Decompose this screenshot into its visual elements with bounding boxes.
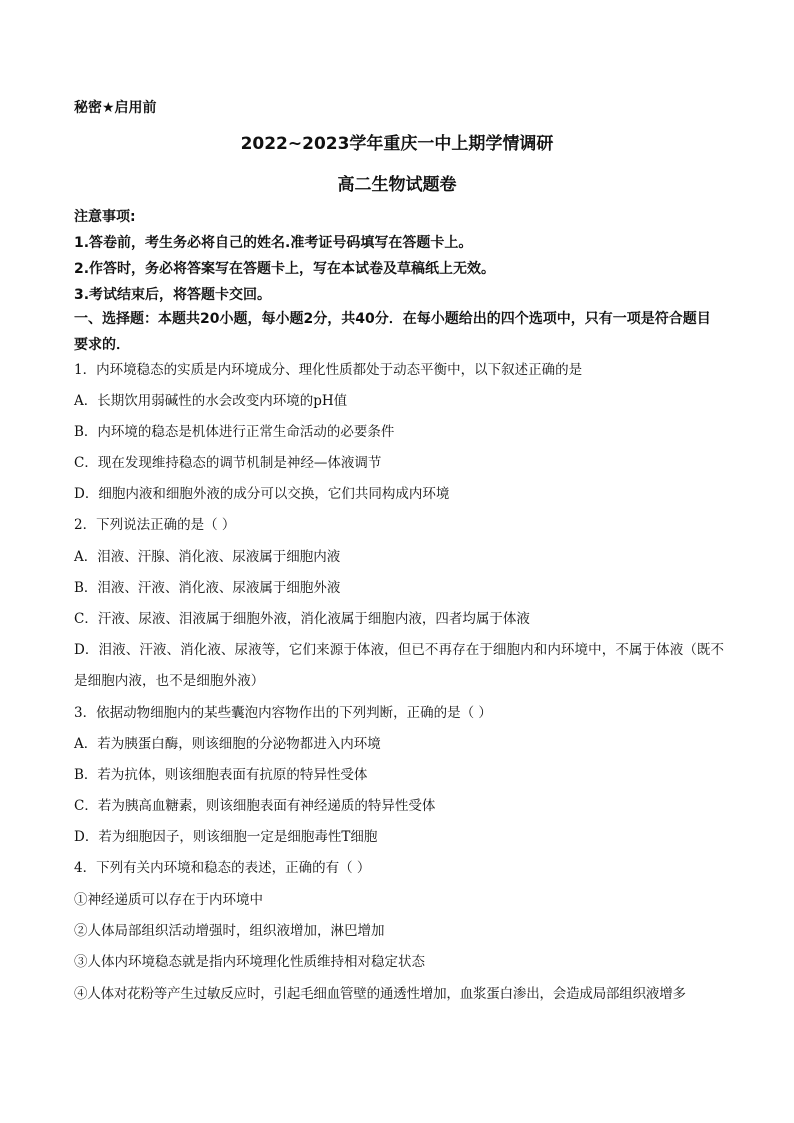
question-option: C．若为胰高血糖素，则该细胞表面有神经递质的特异性受体 bbox=[74, 798, 436, 814]
question-option: C．现在发现维持稳态的调节机制是神经—体液调节 bbox=[74, 455, 382, 471]
question-option: D．细胞内液和细胞外液的成分可以交换，它们共同构成内环境 bbox=[74, 486, 450, 502]
note-item: 1.答卷前，考生务必将自己的姓名.准考证号码填写在答题卡上。 bbox=[74, 235, 473, 251]
question-option: D．泪液、汗液、消化液、尿液等，它们来源于体液，但已不再存在于细胞内和内环境中，不属于体液（既不是细胞内液，也不是细胞外液） bbox=[74, 642, 725, 689]
question-stem: 3．依据动物细胞内的某些囊泡内容物作出的下列判断，正确的是（ ） bbox=[74, 705, 492, 721]
question-option: B．若为抗体，则该细胞表面有抗原的特异性受体 bbox=[74, 767, 368, 783]
question-option: C．汗液、尿液、泪液属于细胞外液，消化液属于细胞内液，四者均属于体液 bbox=[74, 611, 530, 627]
question-option: A．长期饮用弱碱性的水会改变内环境的pH值 bbox=[74, 393, 348, 409]
statement-item: ③人体内环境稳态就是指内环境理化性质维持相对稳定状态 bbox=[74, 954, 425, 970]
note-item: 2.作答时，务必将答案写在答题卡上，写在本试卷及草稿纸上无效。 bbox=[74, 261, 496, 277]
question-stem: 2．下列说法正确的是（ ） bbox=[74, 517, 236, 533]
question-stem: 1．内环境稳态的实质是内环境成分、理化性质都处于动态平衡中，以下叙述正确的是 bbox=[74, 362, 583, 378]
confidential-label: 秘密★启用前 bbox=[74, 100, 157, 116]
note-item: 3.考试结束后，将答题卡交回。 bbox=[74, 287, 272, 303]
question-option: B．内环境的稳态是机体进行正常生命活动的必要条件 bbox=[74, 424, 395, 440]
question-option: A．泪液、汗腺、消化液、尿液属于细胞内液 bbox=[74, 549, 341, 565]
statement-item: ①神经递质可以存在于内环境中 bbox=[74, 892, 263, 908]
question-stem: 4．下列有关内环境和稳态的表述，正确的有（ ） bbox=[74, 860, 371, 876]
statement-item: ④人体对花粉等产生过敏反应时，引起毛细血管壁的通透性增加，血浆蛋白渗出，会造成局部组织液增多 bbox=[74, 986, 686, 1002]
question-option: D．若为细胞因子，则该细胞一定是细胞毒性T细胞 bbox=[74, 829, 378, 845]
statement-item: ②人体局部组织活动增强时，组织液增加，淋巴增加 bbox=[74, 923, 385, 939]
section-heading: 一、选择题：本题共20小题，每小题2分，共40分．在每小题给出的四个选项中，只有一项是符合题目要求的． bbox=[74, 311, 711, 353]
exam-title: 2022~2023学年重庆一中上期学情调研 bbox=[240, 134, 554, 154]
exam-subtitle: 高二生物试题卷 bbox=[337, 175, 457, 195]
notes-heading: 注意事项: bbox=[74, 209, 136, 225]
question-option: A．若为胰蛋白酶，则该细胞的分泌物都进入内环境 bbox=[74, 736, 381, 752]
question-option: B．泪液、汗液、消化液、尿液属于细胞外液 bbox=[74, 580, 341, 596]
